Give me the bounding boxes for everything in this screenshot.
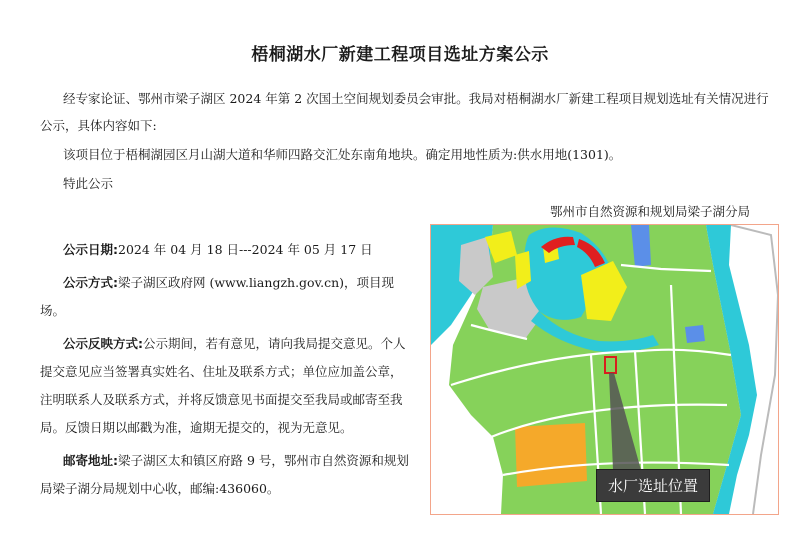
page-title: 梧桐湖水厂新建工程项目选址方案公示 — [251, 45, 549, 65]
site-callout-label: 水厂选址位置 — [596, 469, 710, 502]
blue-land-parcel — [685, 325, 705, 343]
mail-label: 邮寄地址: — [63, 453, 118, 468]
orange-land-parcel — [515, 423, 587, 487]
closing-text: 特此公示 — [63, 176, 114, 191]
method-value: 梁子湖区政府网 (www.liangzh.gov.cn)，项目现场。 — [40, 275, 395, 318]
location-paragraph: 该项目位于梧桐湖园区月山湖大道和华师四路交汇处东南角地块。确定用地性质为:供水用地(1301)。 — [63, 147, 622, 162]
feedback-line — [40, 330, 414, 442]
feedback-value: 公示期间，若有意见，请向我局提交意见。个人提交意见应当签署真实姓名、住址及联系方式；单位应加盖公章，注明联系人及联系方式，并将反馈意见书面提交至我局或邮寄至我局。反馈日期以邮戳为准，逾期无提交的，视为无意见。 — [40, 336, 406, 435]
mail-value: 梁子湖区太和镇区府路 9 号，鄂州市自然资源和规划局梁子湖分局规划中心收，邮编:436060。 — [40, 453, 409, 496]
method-line — [40, 269, 414, 325]
method-label: 公示方式: — [63, 275, 118, 290]
mail-line — [40, 447, 414, 503]
intro-paragraph: 经专家论证、鄂州市梁子湖区 2024 年第 2 次国土空间规划委员会审批。我局对梧桐湖水厂新建工程项目规划选址有关情况进行公示，具体内容如下: — [40, 91, 769, 133]
feedback-label: 公示反映方式: — [63, 336, 143, 351]
date-line — [40, 236, 414, 264]
date-label: 公示日期: — [63, 242, 118, 257]
notice-details — [40, 236, 414, 503]
date-value: 2024 年 04 月 18 日---2024 年 05 月 17 日 — [118, 242, 373, 257]
issuer-signature: 鄂州市自然资源和规划局梁子湖分局 — [549, 204, 750, 219]
